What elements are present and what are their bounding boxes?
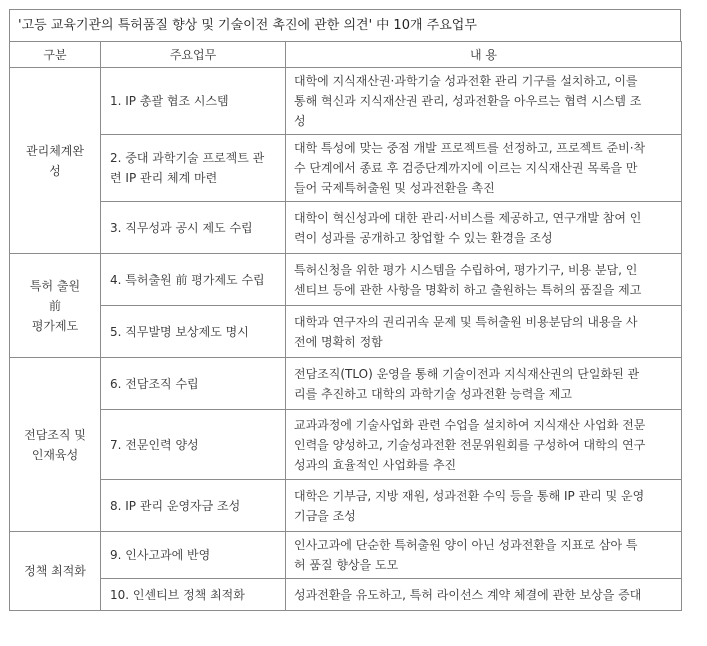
text-line: 기금을 조성 <box>294 508 356 523</box>
table-row <box>10 410 682 480</box>
text-line: 대학 특성에 맞는 중점 개발 프로젝트를 선정하고, 프로젝트 준비·착 <box>294 141 646 155</box>
table-title: '고등 교육기관의 특허품질 향상 및 기술이전 촉진에 관한 의견' 中 10개 주요업무 <box>9 9 681 41</box>
text-line: 전담조직(TLO) 운영을 통해 기술이전과 지식재산권의 단일화된 관 <box>294 366 640 381</box>
table-row <box>10 306 682 358</box>
task-cell <box>101 579 286 611</box>
text-line: 대학과 연구자의 권리귀속 문제 및 특허출원 비용분담의 내용을 사 <box>294 314 638 329</box>
category-cell <box>10 532 101 611</box>
text-line: 전에 명확히 정함 <box>294 334 383 349</box>
text-line: 2. 중대 과학기술 프로젝트 관 <box>110 151 265 165</box>
content-cell <box>286 202 682 254</box>
table-row <box>10 68 682 135</box>
table-body <box>10 68 682 611</box>
text-line: 교과과정에 기술사업화 관련 수업을 설치하여 지식재산 사업화 전문 <box>294 417 646 432</box>
text-line: 6. 전담조직 수립 <box>110 376 199 391</box>
text-line: 평가제도 <box>31 318 79 333</box>
text-line: 특허 출원 <box>29 278 81 293</box>
text-line: 들어 국제특허출원 및 성과전환을 촉진 <box>294 181 495 195</box>
text-line: 성 <box>294 114 306 128</box>
text-line: 력이 성과를 공개하고 창업할 수 있는 환경을 조성 <box>294 230 553 245</box>
table-row <box>10 532 682 579</box>
content-cell <box>286 579 682 611</box>
text-line: 성과의 효율적인 사업화를 추진 <box>294 457 457 472</box>
content-cell <box>286 306 682 358</box>
text-line: 성 <box>49 163 61 178</box>
text-line: 10. 인센티브 정책 최적화 <box>110 587 245 602</box>
table-row <box>10 579 682 611</box>
task-cell <box>101 306 286 358</box>
task-cell <box>101 358 286 410</box>
text-line: 특허신청을 위한 평가 시스템을 수립하여, 평가기구, 비용 분담, 인 <box>294 262 638 277</box>
category-cell <box>10 68 101 254</box>
header-category: 구분 <box>10 42 101 68</box>
text-line: 대학에 지식재산권·과학기술 성과전환 관리 기구를 설치하고, 이를 <box>294 74 638 88</box>
text-line: 관리체계완 <box>26 143 84 158</box>
text-line: 센티브 등에 관한 사항을 명확히 하고 출원하는 특허의 품질을 제고 <box>294 282 642 297</box>
table-row <box>10 254 682 306</box>
table-row <box>10 480 682 532</box>
text-line: 대학이 혁신성과에 대한 관리·서비스를 제공하고, 연구개발 참여 인 <box>294 210 642 225</box>
category-cell <box>10 358 101 532</box>
text-line: 前 <box>48 298 61 313</box>
text-line: 8. IP 관리 운영자금 조성 <box>110 498 241 513</box>
text-line: 3. 직무성과 공시 제도 수립 <box>110 220 253 235</box>
text-line: 리를 추진하고 대학의 과학기술 성과전환 능력을 제고 <box>294 386 572 401</box>
content-cell <box>286 254 682 306</box>
text-line: 4. 특허출원 前 평가제도 수립 <box>110 272 265 287</box>
header-row <box>10 42 682 68</box>
category-cell <box>10 254 101 358</box>
content-cell <box>286 358 682 410</box>
task-cell <box>101 68 286 135</box>
header-content: 내 용 <box>286 42 682 68</box>
content-cell <box>286 532 682 579</box>
task-cell <box>101 254 286 306</box>
content-cell <box>286 410 682 480</box>
text-line: 통해 혁신과 지식재산권 관리, 성과전환을 아우르는 협력 시스템 조 <box>294 94 642 108</box>
content-cell <box>286 135 682 202</box>
table-row <box>10 135 682 202</box>
task-cell <box>101 135 286 202</box>
document <box>9 9 681 611</box>
task-cell <box>101 202 286 254</box>
text-line: 7. 전문인력 양성 <box>110 437 199 452</box>
text-line: 9. 인사고과에 반영 <box>110 548 211 562</box>
task-cell <box>101 480 286 532</box>
content-cell <box>286 68 682 135</box>
text-line: 련 IP 관리 체계 마련 <box>110 171 218 185</box>
content-cell <box>286 480 682 532</box>
text-line: 인재육성 <box>31 447 79 462</box>
text-line: 정책 최적화 <box>24 564 86 578</box>
text-line: 전담조직 및 <box>24 427 86 442</box>
text-line: 대학은 기부금, 지방 재원, 성과전환 수익 등을 통해 IP 관리 및 운영 <box>294 488 645 503</box>
text-line: 성과전환을 유도하고, 특허 라이선스 계약 체결에 관한 보상을 증대 <box>294 587 642 602</box>
task-cell <box>101 532 286 579</box>
tasks-table <box>9 41 682 611</box>
table-row <box>10 202 682 254</box>
text-line: 1. IP 총괄 협조 시스템 <box>110 94 229 108</box>
text-line: 인사고과에 단순한 특허출원 양이 아닌 성과전환을 지표로 삼아 특 <box>294 538 638 552</box>
task-cell <box>101 410 286 480</box>
text-line: 수 단계에서 종료 후 검증단계까지에 이르는 지식재산권 목록을 만 <box>294 161 638 175</box>
text-line: 인력을 양성하고, 기술성과전환 전문위원회를 구성하여 대학의 연구 <box>294 437 646 452</box>
text-line: 허 품질 향상을 도모 <box>294 558 399 572</box>
header-task: 주요업무 <box>101 42 286 68</box>
text-line: 5. 직무발명 보상제도 명시 <box>110 324 249 339</box>
table-row <box>10 358 682 410</box>
